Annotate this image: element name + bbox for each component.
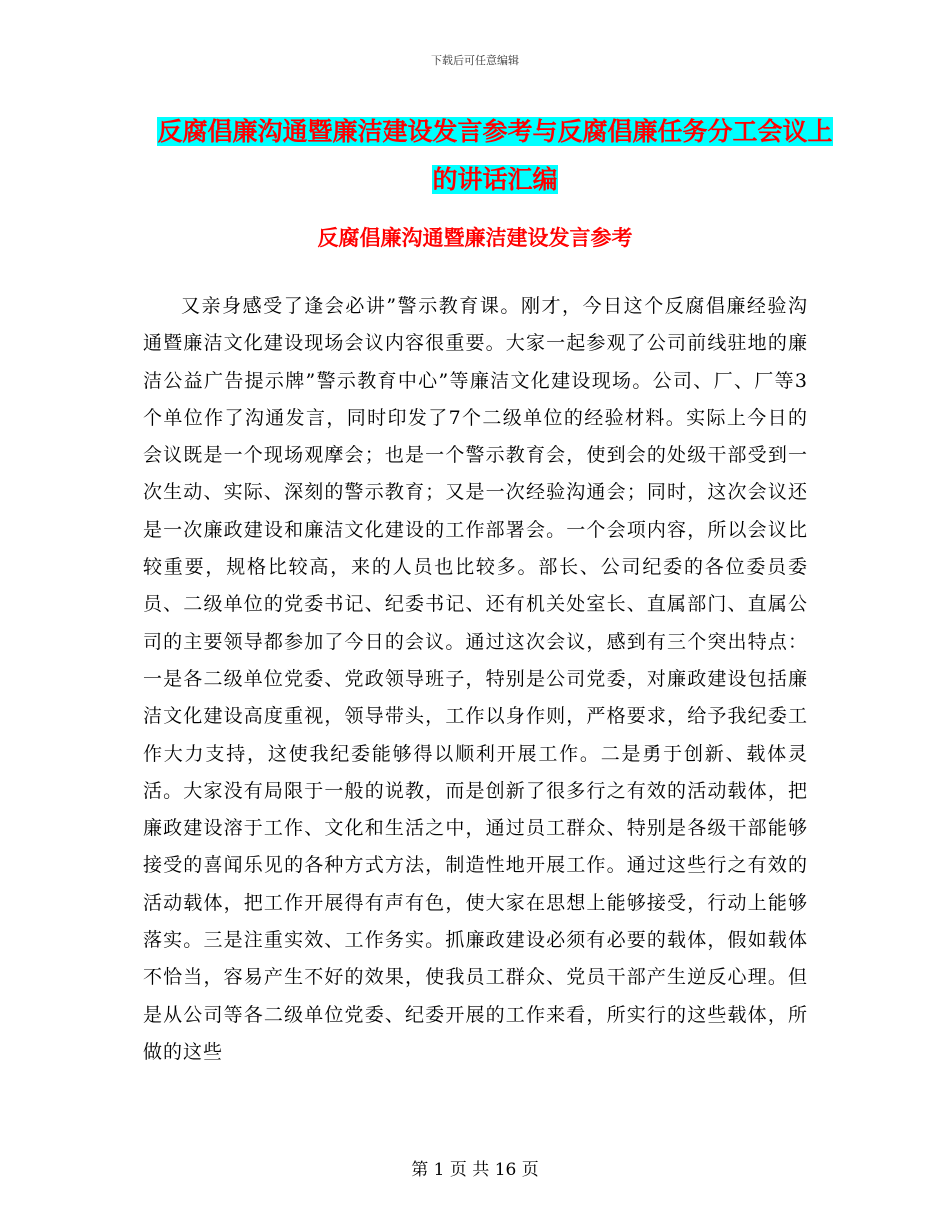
section-title: 反腐倡廉沟通暨廉洁建设发言参考 [317,225,633,250]
body-paragraph: 又亲身感受了逢会必讲”警示教育课。刚才，今日这个反腐倡廉经验沟通暨廉洁文化建设现场会议内容很重要。大家一起参观了公司前线驻地的廉洁公益广告提示牌”警示教育中心”等廉洁文化建设现场。公司、厂、厂等3个单位作了沟通发言，同时印发了7个二级单位的经验材料。实际上今日的会议既是一个现场观摩会；也是一个警示教育会，使到会的处级干部受到一次生动、实际、深刻的警示教育；又是一次经验沟通会；同时，这次会议还是一次廉政建设和廉洁文化建设的工作部署会。一个会项内容，所以会议比较重要，规格比较高，来的人员也比较多。部长、公司纪委的各位委员委员、二级单位的党委书记、纪委书记、还有机关处室长、直属部门、直属公司的主要领导都参加了今日的会议。通过这次会议，感到有三个突出特点：一是各二级单位党委、党政领导班子，特别是公司党委，对廉政建设包括廉洁文化建设高度重视，领导带头，工作以身作则，严格要求，给予我纪委工作大力支持，这使我纪委能够得以顺利开展工作。二是勇于创新、载体灵活。大家没有局限于一般的说教，而是创新了很多行之有效的活动载体，把廉政建设溶于工作、文化和生活之中，通过员工群众、特别是各级干部能够接受的喜闻乐见的各种方式方法，制造性地开展工作。通过这些行之有效的活动载体，把工作开展得有声有色，使大家在思想上能够接受，行动上能够落实。三是注重实效、工作务实。抓廉政建设必须有必要的载体，假如载体不恰当，容易产生不好的效果，使我员工群众、党员干部产生逆反心理。但是从公司等各二级单位党委、纪委开展的工作来看，所实行的这些载体，所做的这些 [143,295,808,1063]
page-footer: 第 1 页 共 16 页 [411,1160,539,1180]
document-title [150,108,840,204]
document-title-text: 反腐倡廉沟通暨廉洁建设发言参考与反腐倡廉任务分工会议上的讲话汇编 [157,117,833,194]
header-note: 下载后可任意编辑 [431,54,519,67]
